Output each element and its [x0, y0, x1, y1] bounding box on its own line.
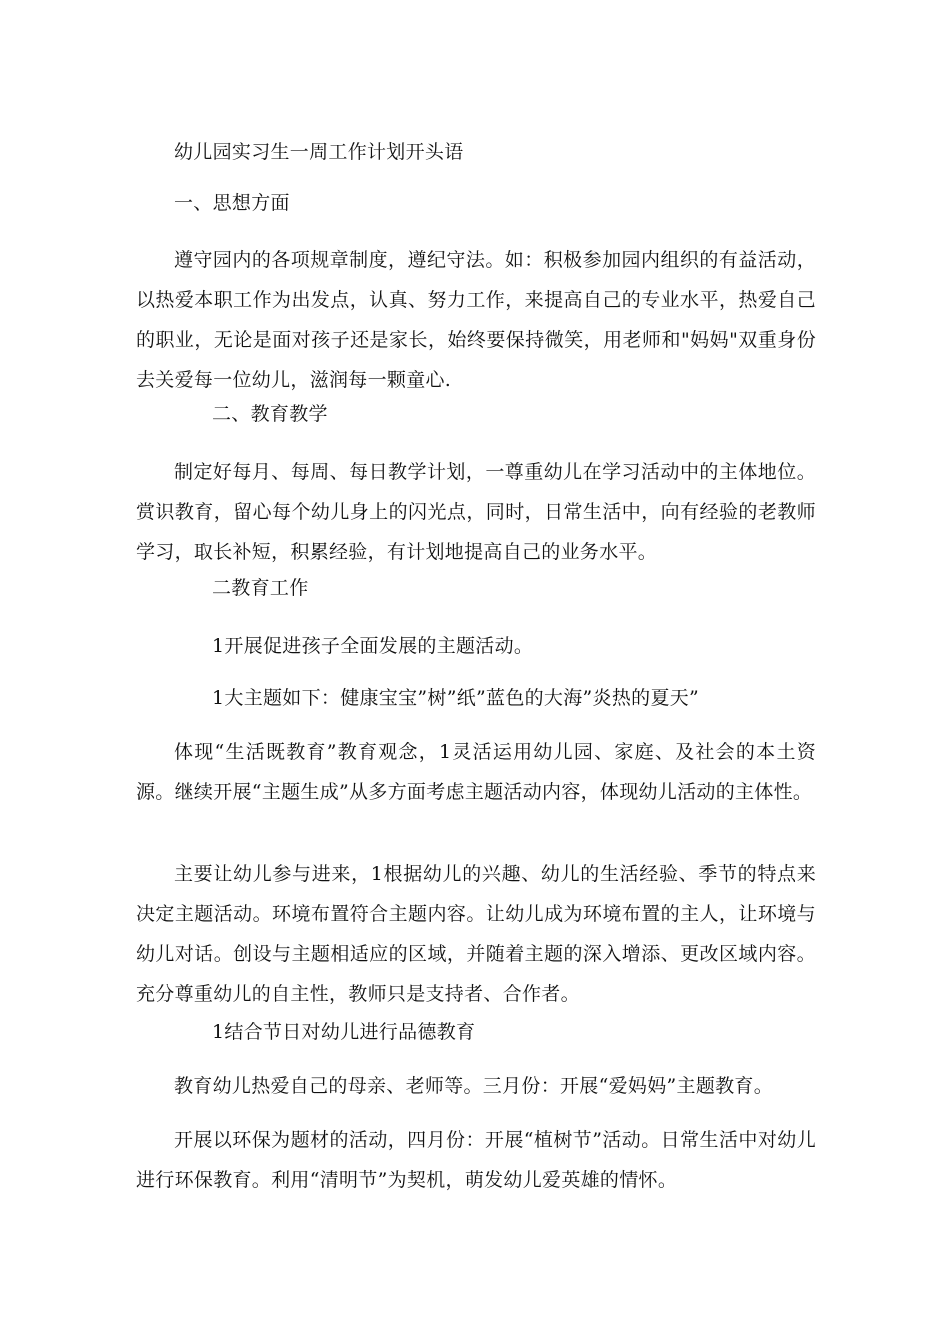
- paragraph-thought: 遵守园内的各项规章制度，遵纪守法。如：积极参加园内组织的有益活动，以热爱本职工作为出发点，认真、努力工作，来提高自己的专业水平，热爱自己的职业，无论是面对孩子还是家长，始终要保持微笑，用老师和"妈妈"双重身份去关爱每一位幼儿，滋润每一颗童心.: [136, 249, 816, 391]
- paragraph-main-themes: 1大主题如下：健康宝宝”树”纸”蓝色的大海”炎热的夏天”: [212, 687, 700, 709]
- paragraph-theme-activities: 1开展促进孩子全面发展的主题活动。: [212, 635, 534, 657]
- paragraph-child-participation: 主要让幼儿参与进来，1根据幼儿的兴趣、幼儿的生活经验、季节的特点来决定主题活动。环境布置符合主题内容。让幼儿成为环境布置的主人，让环境与幼儿对话。创设与主题相适应的区域，并随着主题的深入增添、更改区域内容。充分尊重幼儿的自主性，教师只是支持者、合作者。: [136, 863, 816, 1005]
- paragraph-teaching: 制定好每月、每周、每日教学计划，一尊重幼儿在学习活动中的主体地位。赏识教育，留心每个幼儿身上的闪光点，同时，日常生活中，向有经验的老教师学习，取长补短，积累经验，有计划地提高自己的业务水平。: [136, 461, 816, 563]
- paragraph-life-education: 体现“生活既教育”教育观念，1灵活运用幼儿园、家庭、及社会的本土资源。继续开展“主题生成”从多方面考虑主题活动内容，体现幼儿活动的主体性。: [136, 741, 816, 803]
- section-heading-teaching: 二、教育教学: [212, 403, 328, 425]
- document-title: 幼儿园实习生一周工作计划开头语: [174, 141, 464, 163]
- section-heading-thought: 一、思想方面: [174, 192, 290, 214]
- paragraph-environment: 开展以环保为题材的活动，四月份：开展“植树节”活动。日常生活中对幼儿进行环保教育。利用“清明节”为契机，萌发幼儿爱英雄的情怀。: [136, 1129, 816, 1191]
- section-heading-education-work: 二教育工作: [212, 577, 309, 599]
- paragraph-holiday-education: 1结合节日对幼儿进行品德教育: [212, 1021, 476, 1043]
- paragraph-mother-teacher: 教育幼儿热爱自己的母亲、老师等。三月份：开展“爱妈妈”主题教育。: [174, 1075, 774, 1097]
